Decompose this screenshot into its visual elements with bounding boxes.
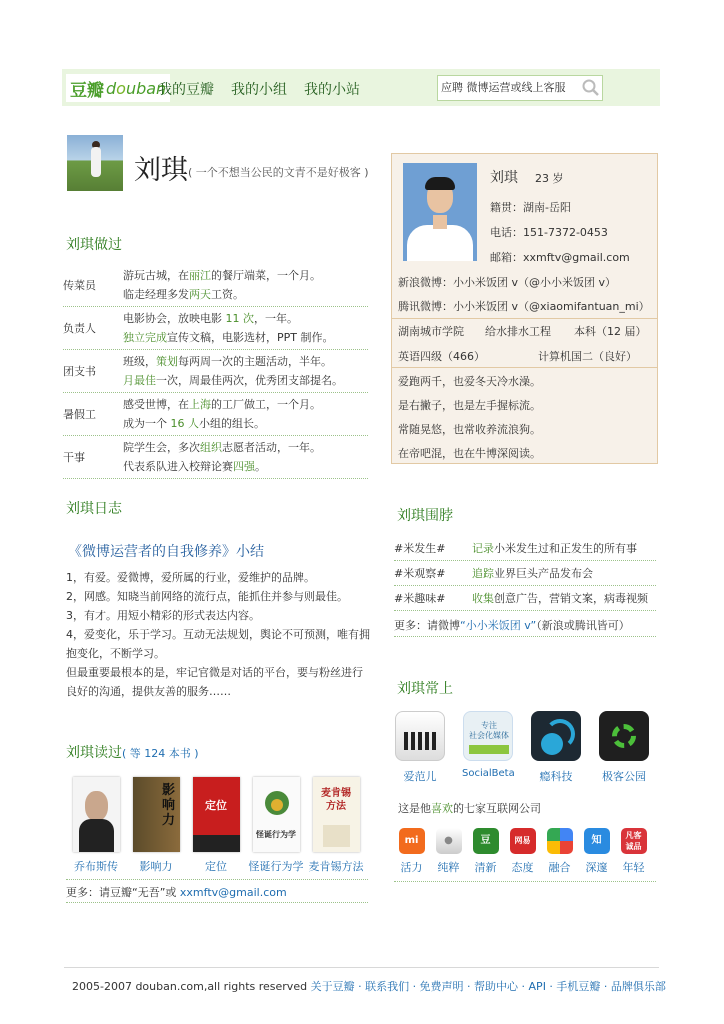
book-item[interactable] xyxy=(306,777,366,874)
experience-line: 临走经理多发两天工资。 xyxy=(123,288,244,301)
book-item[interactable] xyxy=(126,777,186,874)
experience-row xyxy=(63,350,368,393)
zhihu-icon: 知 xyxy=(584,828,610,854)
card-name: 刘琪 xyxy=(490,170,518,186)
company-label: 清新 xyxy=(474,861,497,874)
top-bar xyxy=(62,69,660,106)
experience-title: 刘琪做过 xyxy=(66,237,122,253)
book-item[interactable] xyxy=(66,777,126,874)
card-hobby: 在帝吧混，也在牛博深阅读。 xyxy=(398,447,541,460)
experience-line: 独立完成宣传文稿，电影选材，PPT 制作。 xyxy=(123,331,334,344)
book-cover-influence: 影响力 xyxy=(133,777,180,852)
search-icon[interactable] xyxy=(581,78,601,98)
logo-text-zh: 豆瓣 xyxy=(70,80,104,101)
company-list xyxy=(397,828,648,875)
card-degree: 本科（12 届） xyxy=(574,325,647,338)
experience-detail xyxy=(123,266,368,304)
company-label: 融合 xyxy=(548,861,571,874)
book-item[interactable] xyxy=(186,777,246,874)
vancl-icon: 凡客 诚品 xyxy=(621,828,647,854)
weibo-row: #米发生# 记录小米发生过和正发生的所有事 xyxy=(394,536,656,561)
divider xyxy=(66,879,368,880)
engadget-icon xyxy=(531,711,581,761)
company-label: 年轻 xyxy=(622,861,645,874)
book-title: 麦肯锡方法 xyxy=(308,860,364,873)
experience-role: 负责人 xyxy=(63,322,96,335)
book-title: 影响力 xyxy=(139,860,173,873)
divider xyxy=(394,881,656,882)
card-computer: 计算机国二（良好） xyxy=(538,350,637,363)
info-card xyxy=(391,153,658,464)
book-list xyxy=(66,777,366,874)
divider xyxy=(392,318,657,319)
nav-my-douban[interactable]: 我的豆瓣 xyxy=(158,82,214,98)
weibo-list xyxy=(394,536,656,633)
company-label: 态度 xyxy=(511,861,534,874)
company-label: 深邃 xyxy=(585,861,608,874)
app-ifanr[interactable] xyxy=(394,711,446,784)
company-item[interactable] xyxy=(582,828,611,875)
experience-detail xyxy=(123,395,368,433)
experience-role: 团支书 xyxy=(63,365,96,378)
experience-role: 干事 xyxy=(63,451,85,464)
book-cover-positioning: 定位 xyxy=(193,777,240,852)
diary-post-title[interactable]: 《微博运营者的自我修养》小结 xyxy=(68,544,264,560)
profile-avatar xyxy=(67,135,123,191)
book-cover-jobs xyxy=(73,777,120,852)
experience-list xyxy=(63,264,368,479)
app-engadget[interactable] xyxy=(530,711,582,784)
company-item[interactable] xyxy=(619,828,648,875)
diary-line: 2，网感。知晓当前网络的流行点，能抓住并参与则最佳。 xyxy=(66,590,348,603)
company-item[interactable] xyxy=(397,828,426,875)
douban-icon: 豆 xyxy=(473,828,499,854)
diary-line: 3，有才。用短小精彩的形式表达内容。 xyxy=(66,609,260,622)
id-photo xyxy=(403,163,477,261)
reading-title: 刘琪读过( 等 124 本书 ) xyxy=(66,745,199,761)
diary-line: 4，爱变化，乐于学习。互动无法规划，舆论不可预测，唯有拥抱变化，不断学习。 xyxy=(66,628,370,660)
card-hometown: 籍贯：湖南-岳阳 xyxy=(490,201,571,214)
weibo-row: #米趣味# 收集创意广告，营销文案，病毒视频 xyxy=(394,586,656,611)
netease-icon: 网易 xyxy=(510,828,536,854)
divider xyxy=(394,636,656,637)
frequent-title: 刘琪常上 xyxy=(397,681,453,697)
experience-detail xyxy=(123,438,368,476)
card-major: 给水排水工程 xyxy=(485,325,551,338)
app-list xyxy=(394,711,650,784)
card-sina-weibo: 新浪微博：小小米饭团 v（@小小米饭团 v） xyxy=(398,276,617,289)
experience-row xyxy=(63,307,368,350)
diary-content xyxy=(66,568,372,701)
card-email: 邮箱：xxmftv@gmail.com xyxy=(490,251,630,264)
favorite-companies-caption: 这是他喜欢的七家互联网公司 xyxy=(398,802,541,815)
weibo-more: 更多：请微博“小小米饭团 v”（新浪或腾讯皆可） xyxy=(394,619,630,632)
card-phone: 电话：151-7372-0453 xyxy=(490,226,608,239)
email-link[interactable]: xxmftv@gmail.com xyxy=(179,886,287,899)
weibo-account-link[interactable]: “小小米饭团 v” xyxy=(460,619,537,632)
company-item[interactable] xyxy=(471,828,500,875)
app-socialbeta[interactable] xyxy=(462,711,514,784)
book-cover-mckinsey: 麦肯锡 方法 xyxy=(313,777,360,852)
app-geekpark[interactable] xyxy=(598,711,650,784)
experience-row xyxy=(63,264,368,307)
book-title: 定位 xyxy=(205,860,227,873)
book-title: 乔布斯传 xyxy=(74,860,118,873)
books-more: 更多：请豆瓣“无吾”或 xxmftv@gmail.com xyxy=(66,886,287,899)
experience-detail xyxy=(123,352,368,390)
app-label: 爱范儿 xyxy=(403,770,437,783)
company-item[interactable] xyxy=(545,828,574,875)
logo-text-en: douban xyxy=(106,78,167,98)
experience-line: 感受世博，在上海的工厂做工，一个月。 xyxy=(123,398,321,411)
card-tencent-weibo: 腾讯微博：小小米饭团 v（@xiaomifantuan_mi） xyxy=(398,300,650,313)
company-label: 活力 xyxy=(400,861,423,874)
footer-divider xyxy=(64,967,659,968)
main-nav xyxy=(158,79,360,99)
xiaomi-icon: mi xyxy=(399,828,425,854)
experience-detail xyxy=(123,309,368,347)
geekpark-icon xyxy=(599,711,649,761)
book-title: 怪诞行为学 xyxy=(248,860,304,873)
experience-line: 班级，策划每两周一次的主题活动，半年。 xyxy=(123,355,332,368)
card-english: 英语四级（466） xyxy=(398,350,485,363)
experience-line: 院学生会，多次组织志愿者活动，一年。 xyxy=(123,441,321,454)
divider xyxy=(392,367,657,368)
company-item[interactable] xyxy=(508,828,537,875)
book-cover-predictably-irrational: 怪诞行为学 xyxy=(253,777,300,852)
weibo-title: 刘琪围脖 xyxy=(397,508,453,524)
experience-line: 成为一个 16 人小组的组长。 xyxy=(123,417,265,430)
divider xyxy=(66,902,368,903)
card-hobby: 爱跑两千，也爱冬天冷水澡。 xyxy=(398,375,541,388)
experience-role: 暑假工 xyxy=(63,408,96,421)
diary-title: 刘琪日志 xyxy=(66,501,122,517)
app-label: 极客公园 xyxy=(602,770,646,783)
nav-my-sites[interactable]: 我的小站 xyxy=(304,82,360,98)
diary-line: 1，有爱。爱微博，爱所属的行业，爱维护的品牌。 xyxy=(66,571,315,584)
ifanr-icon xyxy=(395,711,445,761)
nav-my-groups[interactable]: 我的小组 xyxy=(231,82,287,98)
book-item[interactable] xyxy=(246,777,306,874)
card-hobby: 常随晃悠，也常收养流浪狗。 xyxy=(398,423,541,436)
footer: 2005-2007 douban.com,all rights reserved 关于豆瓣 · 联系我们 · 免费声明 · 帮助中心 · API · 手机豆瓣 · 品牌俱乐部 xyxy=(72,980,666,993)
experience-role: 传菜员 xyxy=(63,279,96,292)
experience-line: 月最佳一次，周最佳两次，优秀团支部提名。 xyxy=(123,374,343,387)
douban-logo[interactable] xyxy=(66,74,170,102)
card-hobby: 是右撇子，也是左手握标流。 xyxy=(398,399,541,412)
apple-icon: ● xyxy=(436,828,462,854)
profile-motto: ( 一个不想当公民的文青不是好极客 ) xyxy=(188,166,369,179)
company-item[interactable] xyxy=(434,828,463,875)
profile-name: 刘琪 xyxy=(134,155,188,186)
experience-line: 电影协会，放映电影 11 次，一年。 xyxy=(123,312,298,325)
app-label: 瘾科技 xyxy=(539,770,573,783)
google-icon xyxy=(547,828,573,854)
experience-row xyxy=(63,436,368,479)
footer-links[interactable]: 关于豆瓣 · 联系我们 · 免费声明 · 帮助中心 · API · 手机豆瓣 · 品牌俱乐部 xyxy=(310,980,666,993)
card-age: 23 岁 xyxy=(535,172,564,185)
app-label: SocialBeta xyxy=(462,768,515,779)
socialbeta-icon: 专注 社会化媒体 xyxy=(463,711,513,761)
reading-count: ( 等 124 本书 ) xyxy=(122,747,199,760)
search-input[interactable]: 应聘 微博运营或线上客服 xyxy=(437,75,603,101)
diary-line: 但最重要最根本的是，牢记官微是对话的平台，要与粉丝进行良好的沟通，提供友善的服务…… xyxy=(66,666,363,698)
experience-row xyxy=(63,393,368,436)
weibo-row: #米观察# 追踪业界巨头产品发布会 xyxy=(394,561,656,586)
experience-line: 游玩古城，在丽江的餐厅端菜，一个月。 xyxy=(123,269,321,282)
card-school: 湖南城市学院 xyxy=(398,325,464,338)
experience-line: 代表系队进入校辩论赛四强。 xyxy=(123,460,266,473)
company-label: 纯粹 xyxy=(437,861,460,874)
